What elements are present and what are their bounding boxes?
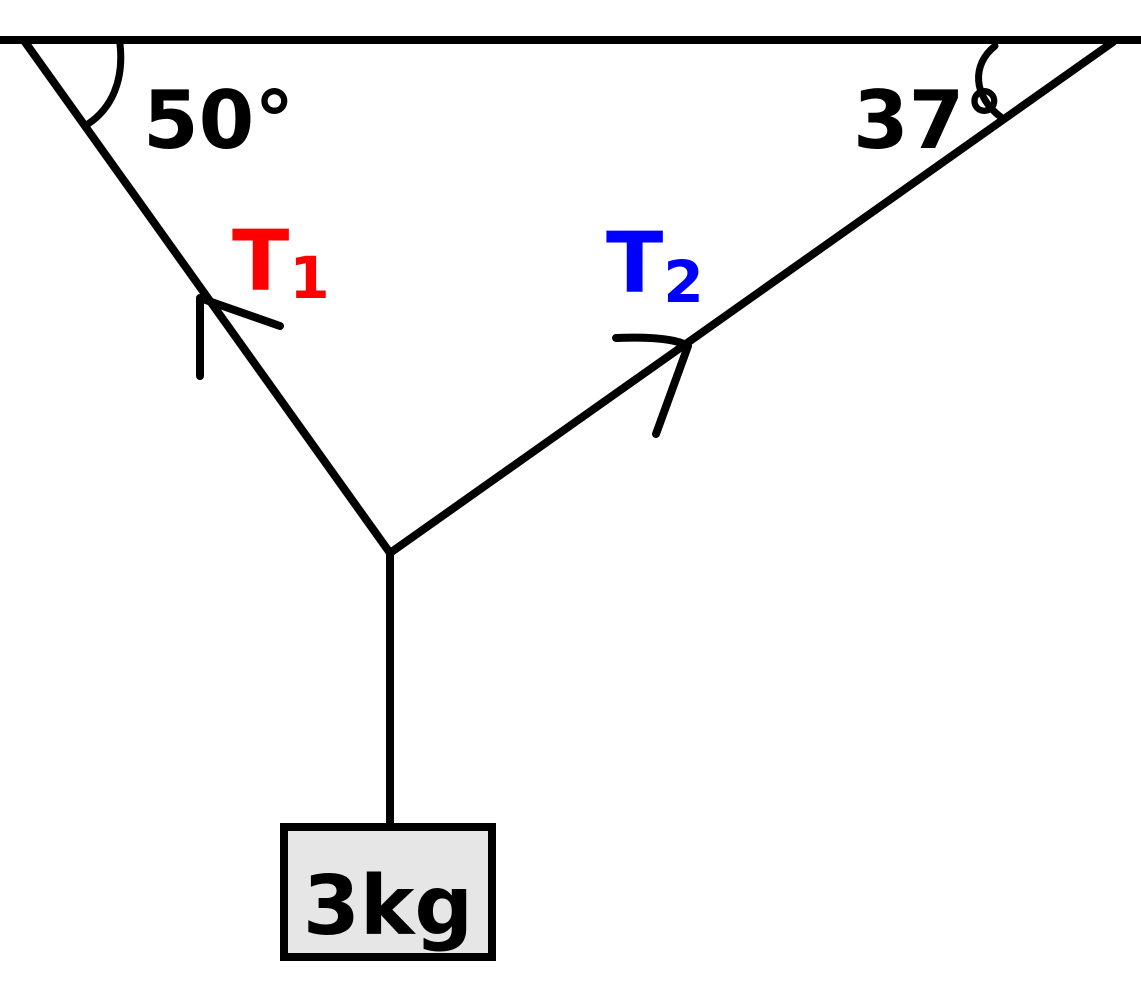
- tension-left-letter: T: [232, 212, 290, 310]
- mass-label: 3kg: [302, 859, 474, 954]
- tension-left-subscript: 1: [289, 244, 330, 312]
- angle-label-right: 37°: [853, 74, 1005, 167]
- tension-right-subscript: 2: [663, 248, 704, 316]
- tension-right-label: [606, 214, 704, 316]
- angle-label-left: 50°: [143, 74, 295, 167]
- angle-arc-left: [88, 44, 121, 124]
- tension-right-letter: T: [606, 214, 664, 312]
- tension-left-label: [232, 212, 330, 312]
